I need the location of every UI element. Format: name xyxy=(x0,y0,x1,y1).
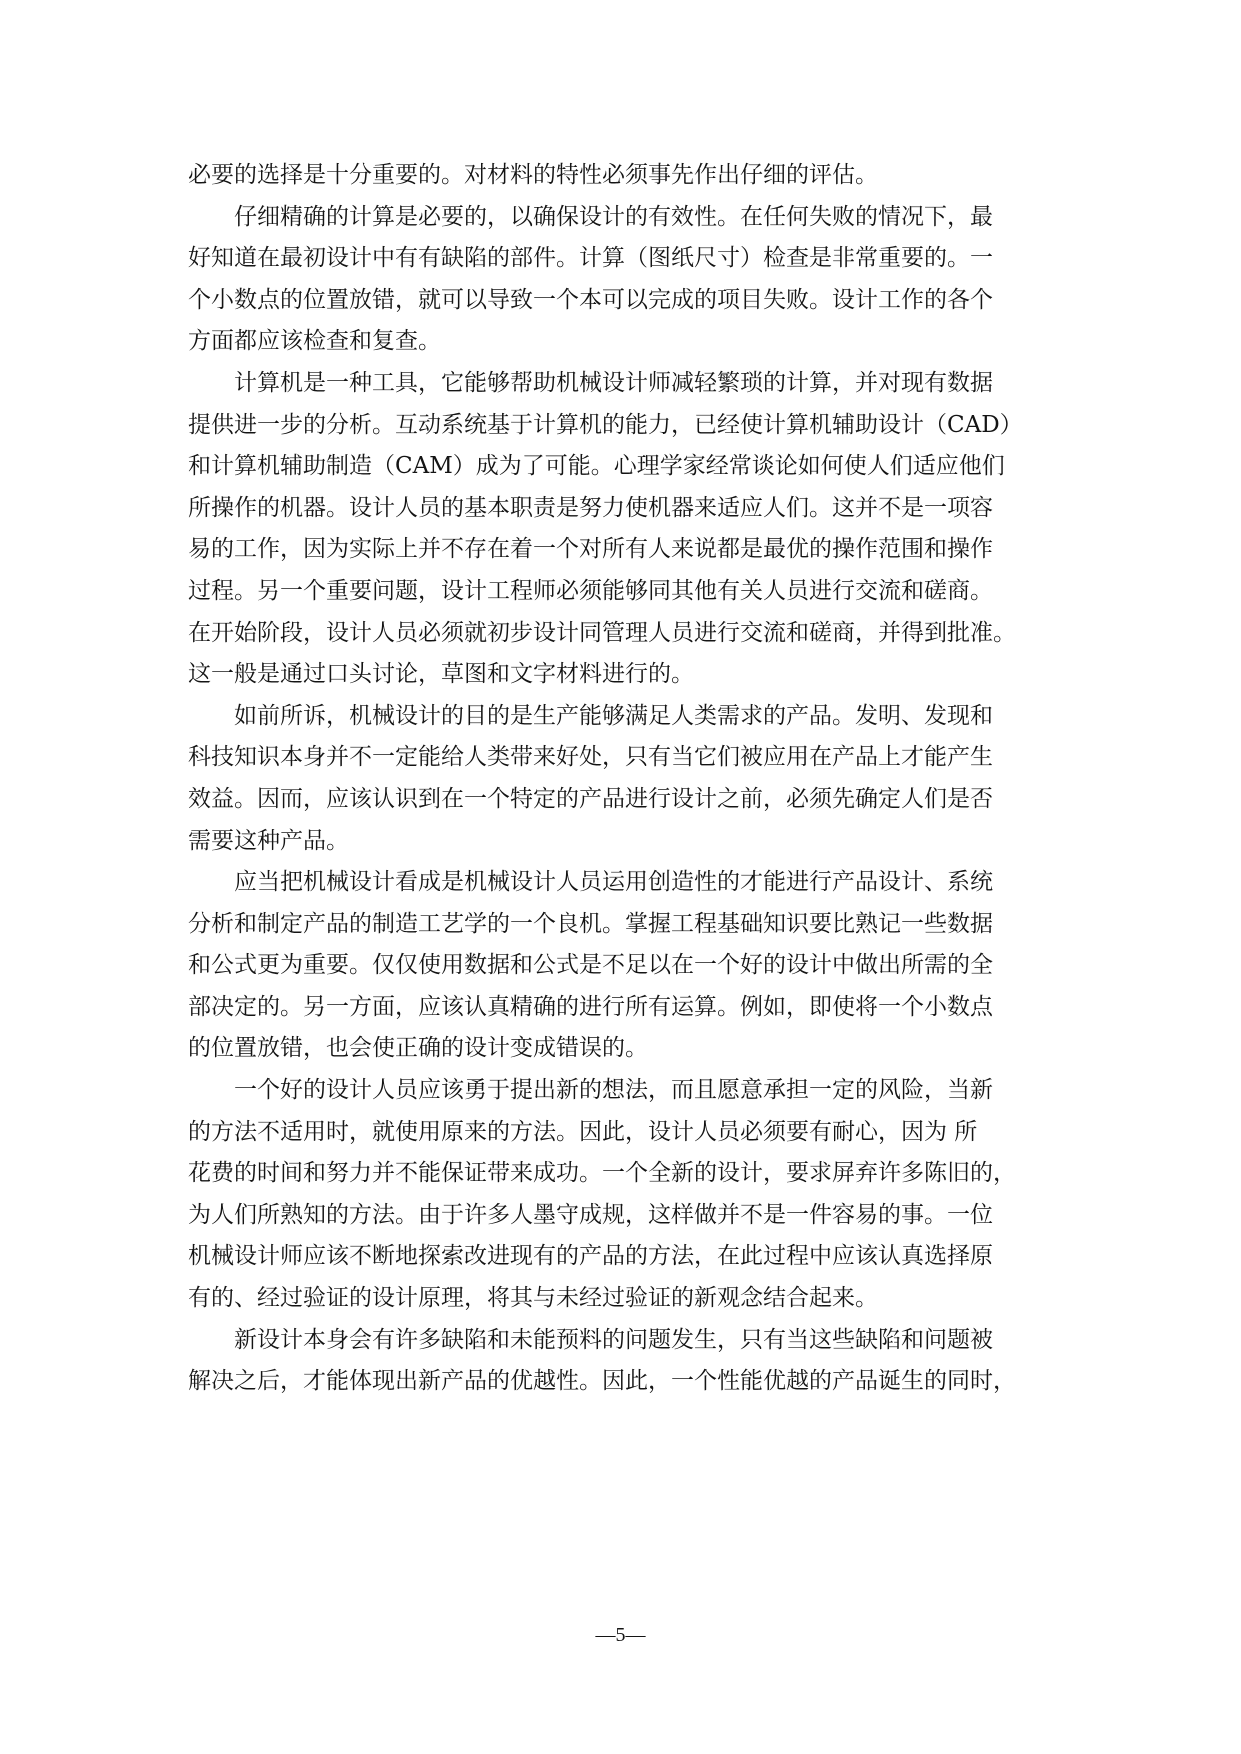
text-line: 的方法不适用时，就使用原来的方法。因此，设计人员必须要有耐心，因为 所 xyxy=(188,1118,978,1145)
text-line: 所操作的机器。设计人员的基本职责是努力使机器来适应人们。这并不是一项容 xyxy=(188,494,993,521)
text-line: 解决之后，才能体现出新产品的优越性。因此，一个性能优越的产品诞生的同时， xyxy=(188,1368,1016,1395)
text-line: 分析和制定产品的制造工艺学的一个良机。掌握工程基础知识要比熟记一些数据 xyxy=(188,910,993,937)
text-line: 机械设计师应该不断地探索改进现有的产品的方法，在此过程中应该认真选择原 xyxy=(188,1243,993,1270)
text-line: 为人们所熟知的方法。由于许多人墨守成规，这样做并不是一件容易的事。一位 xyxy=(188,1201,993,1228)
text-line: 仔细精确的计算是必要的，以确保设计的有效性。在任何失败的情况下，最 xyxy=(234,203,993,230)
text-line: 提供进一步的分析。互动系统基于计算机的能力，已经使计算机辅助设计（CAD） xyxy=(188,411,1023,438)
text-line: 部决定的。另一方面，应该认真精确的进行所有运算。例如，即使将一个小数点 xyxy=(188,993,993,1020)
text-line: 这一般是通过口头讨论，草图和文字材料进行的。 xyxy=(188,661,694,688)
text-line: 好知道在最初设计中有有缺陷的部件。计算（图纸尺寸）检查是非常重要的。一 xyxy=(188,245,993,272)
text-line: 个小数点的位置放错，就可以导致一个本可以完成的项目失败。设计工作的各个 xyxy=(188,286,993,313)
text-line: 过程。另一个重要问题，设计工程师必须能够同其他有关人员进行交流和磋商。 xyxy=(188,577,993,604)
text-line: 需要这种产品。 xyxy=(188,827,349,854)
text-line: 易的工作，因为实际上并不存在着一个对所有人来说都是最优的操作范围和操作 xyxy=(188,536,993,563)
body-text xyxy=(188,155,1054,1403)
text-line: 一个好的设计人员应该勇于提出新的想法，而且愿意承担一定的风险，当新 xyxy=(234,1077,993,1104)
text-line: 方面都应该检查和复查。 xyxy=(188,328,441,355)
text-line: 和计算机辅助制造（CAM）成为了可能。心理学家经常谈论如何使人们适应他们 xyxy=(188,453,1005,480)
page-number: —5— xyxy=(595,1624,646,1646)
text-line: 应当把机械设计看成是机械设计人员运用创造性的才能进行产品设计、系统 xyxy=(234,869,993,896)
text-line: 如前所诉，机械设计的目的是生产能够满足人类需求的产品。发明、发现和 xyxy=(234,702,993,729)
text-line: 计算机是一种工具，它能够帮助机械设计师减轻繁琐的计算，并对现有数据 xyxy=(234,369,993,396)
text-line: 的位置放错，也会使正确的设计变成错误的。 xyxy=(188,1035,648,1062)
text-line: 科技知识本身并不一定能给人类带来好处，只有当它们被应用在产品上才能产生 xyxy=(188,744,993,771)
text-line: 必要的选择是十分重要的。对材料的特性必须事先作出仔细的评估。 xyxy=(188,162,878,188)
text-line: 在开始阶段，设计人员必须就初步设计同管理人员进行交流和磋商，并得到批准。 xyxy=(188,619,1016,646)
text-line: 有的、经过验证的设计原理，将其与未经过验证的新观念结合起来。 xyxy=(188,1285,878,1312)
text-line: 和公式更为重要。仅仅使用数据和公式是不足以在一个好的设计中做出所需的全 xyxy=(188,952,993,979)
text-line: 新设计本身会有许多缺陷和未能预料的问题发生，只有当这些缺陷和问题被 xyxy=(234,1326,993,1353)
text-line: 花费的时间和努力并不能保证带来成功。一个全新的设计，要求屏弃许多陈旧的， xyxy=(188,1160,1016,1187)
text-line: 效益。因而，应该认识到在一个特定的产品进行设计之前，必须先确定人们是否 xyxy=(188,785,993,812)
